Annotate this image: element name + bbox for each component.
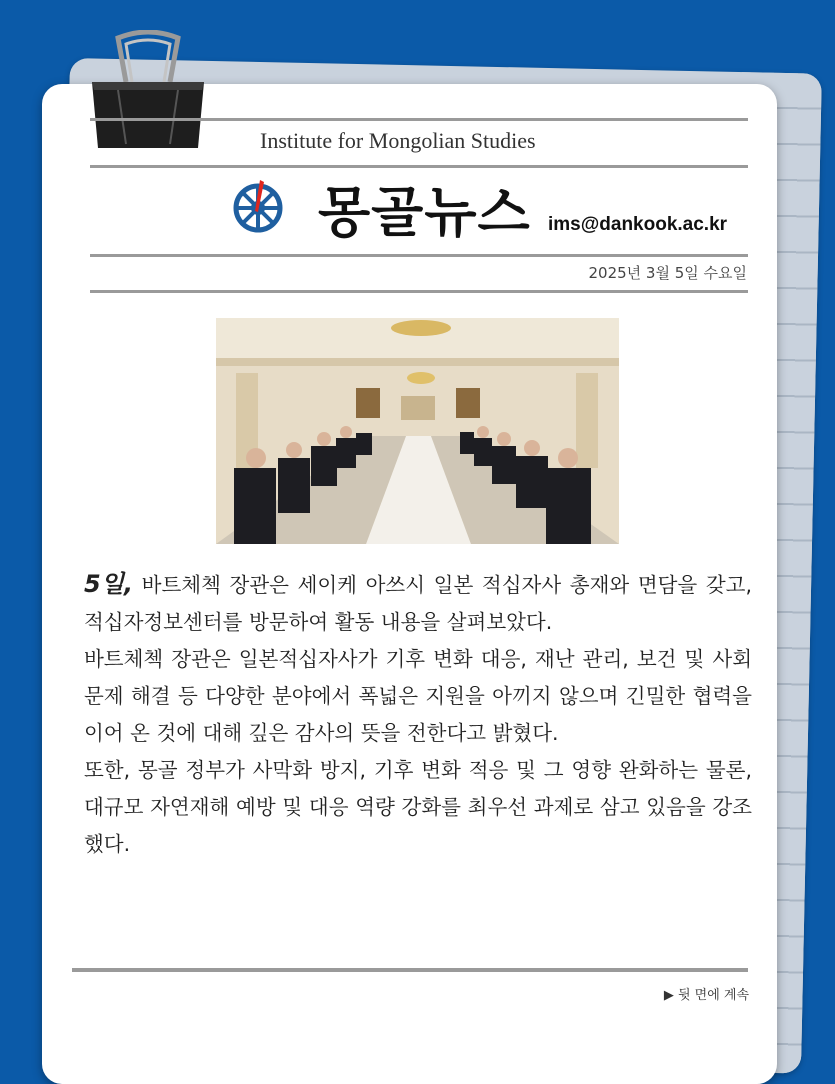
header-rule-2 <box>90 165 748 168</box>
paragraph-2: 바트체첵 장관은 일본적십자사가 기후 변화 대응, 재난 관리, 보건 및 사회 문제 해결 등 다양한 분야에서 폭넓은 지원을 아끼지 않으며 긴밀한 협력을 이어 온 것에 대해 깊은 감사의 뜻을 전한다고 밝혔다. <box>84 647 752 745</box>
meeting-photo <box>216 318 619 544</box>
newsletter-title: 몽골뉴스 <box>318 181 531 244</box>
header-rule-4 <box>90 290 748 293</box>
contact-email[interactable]: ims@dankook.ac.kr <box>548 214 728 235</box>
continue-note: ▶ 뒷 면에 계속 <box>663 988 749 1003</box>
header-rule-3 <box>90 254 748 257</box>
institute-logo-icon <box>230 178 286 234</box>
header-top-rule <box>90 118 748 121</box>
article-body <box>84 566 752 863</box>
binder-clip-icon <box>88 30 208 150</box>
paragraph-1 <box>84 566 752 641</box>
footer-rule <box>72 968 748 972</box>
institute-name: Institute for Mongolian Studies <box>260 128 536 153</box>
paragraph-1-text: 바트체첵 장관은 세이케 아쓰시 일본 적십자사 총재와 면담을 갖고, 적십자정보센터를 방문하여 활동 내용을 살펴보았다. <box>84 573 752 634</box>
article-lead: 5일, <box>84 570 134 598</box>
paragraph-3: 또한, 몽골 정부가 사막화 방지, 기후 변화 적응 및 그 영향 완화하는 물론, 대규모 자연재해 예방 및 대응 역량 강화를 최우선 과제로 삼고 있음을 강조했다. <box>84 758 752 856</box>
issue-date: 2025년 3월 5일 수요일 <box>588 264 747 282</box>
